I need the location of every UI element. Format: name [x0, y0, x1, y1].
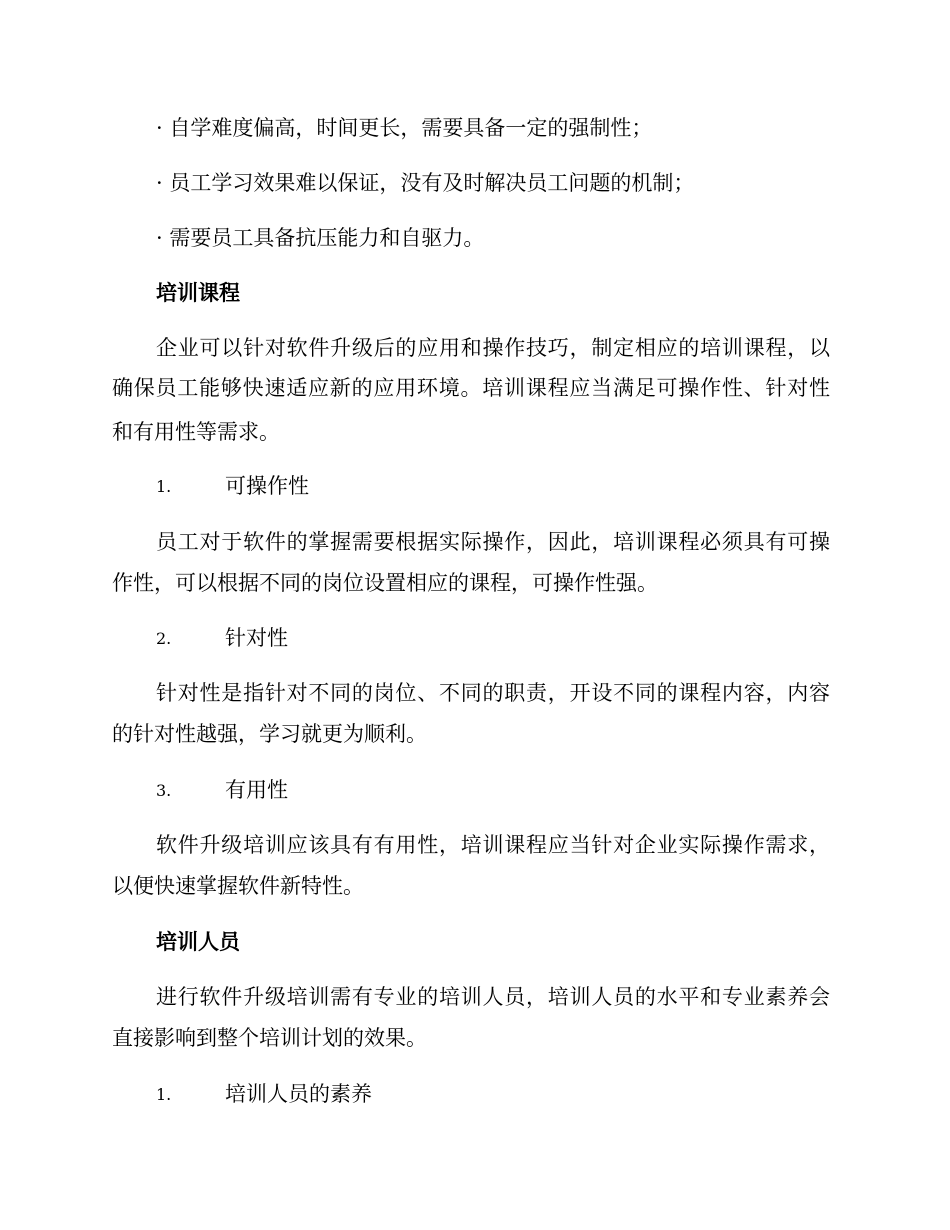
list-item-title: 针对性: [225, 626, 288, 650]
paragraph-line: 员工对于软件的掌握需要根据实际操作，因此，培训课程必须具有可操: [156, 530, 830, 554]
paragraph-line: 以便快速掌握软件新特性。: [112, 874, 364, 898]
list-item-title: 有用性: [225, 778, 288, 802]
paragraph-line: 软件升级培训应该具有有用性，培训课程应当针对企业实际操作需求，: [156, 833, 830, 857]
section-heading-trainers: 培训人员: [156, 930, 240, 954]
paragraph-line: 进行软件升级培训需有专业的培训人员，培训人员的水平和专业素养会: [156, 985, 830, 1009]
list-number: 1.: [156, 1085, 172, 1104]
paragraph-line: 确保员工能够快速适应新的应用环境。培训课程应当满足可操作性、针对性: [112, 376, 830, 400]
bullet-item: · 自学难度偏高，时间更长，需要具备一定的强制性；: [156, 116, 653, 140]
list-item-title: 培训人员的素养: [225, 1082, 372, 1106]
section-heading-training-courses: 培训课程: [156, 281, 240, 305]
list-number: 1.: [156, 477, 172, 496]
paragraph-line: 作性，可以根据不同的岗位设置相应的课程，可操作性强。: [112, 571, 658, 595]
bullet-item: · 员工学习效果难以保证，没有及时解决员工问题的机制；: [156, 171, 695, 195]
paragraph-line: 企业可以针对软件升级后的应用和操作技巧，制定相应的培训课程，以: [156, 336, 830, 360]
paragraph-line: 直接影响到整个培训计划的效果。: [112, 1026, 427, 1050]
list-item-title: 可操作性: [225, 474, 309, 498]
list-number: 3.: [156, 781, 172, 800]
list-number: 2.: [156, 629, 172, 648]
bullet-item: · 需要员工具备抗压能力和自驱力。: [156, 226, 485, 250]
paragraph-line: 的针对性越强，学习就更为顺利。: [112, 722, 427, 746]
paragraph-line: 针对性是指针对不同的岗位、不同的职责，开设不同的课程内容，内容: [156, 681, 830, 705]
paragraph-line: 和有用性等需求。: [112, 420, 280, 444]
